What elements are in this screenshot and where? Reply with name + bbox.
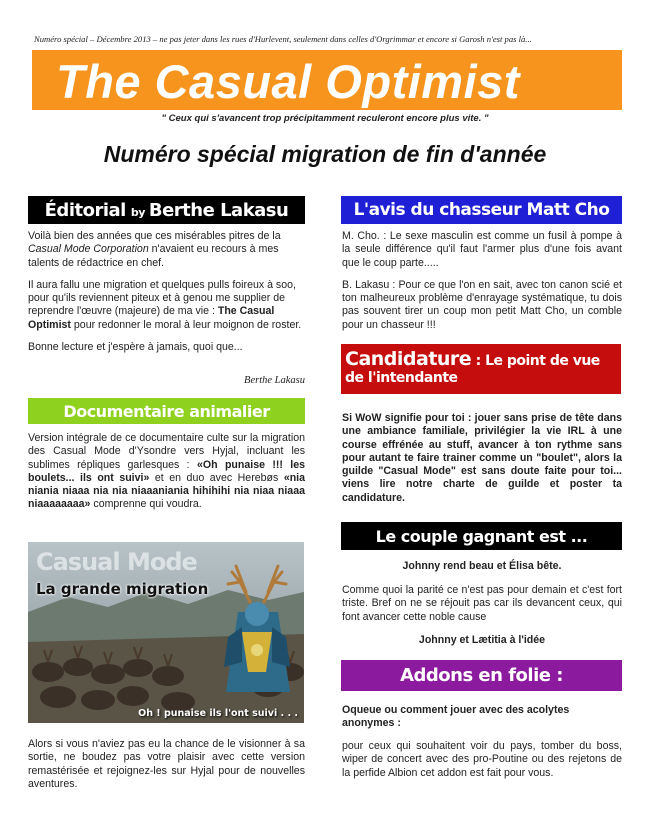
addons-body [342,740,622,789]
editorial-p1-text: Voilà bien des années que ces misérables pitres de la [28,230,281,242]
documentaire-text: Version intégrale de ce documentaire culte sur la migration des Casual Mode d'Ysondre vers Hyjal, incluant les sublimes répliques garlesques : [28,432,305,471]
documentaire-text-end: comprenne qui voudra. [90,498,202,511]
photo-subtitle: La grande migration [36,580,209,598]
documentaire-text-mid: et en duo avec Herebøs [149,471,284,484]
editorial-by: by [130,205,145,219]
candidature-header [341,344,621,394]
addons-intro-text: Oqueue ou comment jouer avec des acolytes anonymes : [342,704,570,730]
addons-title: Addons en folie : [400,665,563,686]
issue-tagline: Numéro spécial – Décembre 2013 – ne pas jeter dans les rues d'Hurlevent, seulement dans celles d'Orgrimmar et encore si Garosh n'est pas là... [34,34,532,44]
candidature-subtitle-1: Le point de vue [485,353,600,369]
addons-text: pour ceux qui souhaitent voir du pays, tomber du boss, wiper de concert avec des pro-Poutine ou des rejetons de la perfide Albion cet addon est fait pour vous. [342,740,622,779]
chasseur-p2: B. Lakasu : Pour ce que l'on en sait, avec ton canon scié et ton malheureux problème d'enrayage systématique, tu dois pas souvent tirer un coup mon petit Matt Cho, un comble pour un chasseur !!! [342,278,622,331]
addons-header [341,660,622,691]
couple-body [342,584,622,633]
editorial-header [28,196,305,224]
issue-title: Numéro spécial migration de fin d'année [103,141,547,167]
documentaire-p2: Alors si vous n'aviez pas eu la chance de le visionner à sa sortie, ne boudez pas votre plaisir avec cette version remastérisée et rejoignez-les sur Hyjal pour de nouvelles aventures. [28,738,305,790]
couple-title: Le couple gagnant est ... [375,526,588,546]
masthead-banner [32,50,622,110]
candidature-subtitle-2: de l'intendante [345,370,458,386]
photo-caption: Oh ! punaise ils l'ont suivi . . . [138,708,298,719]
editorial-p2-text: Il aura fallu une migration et quelques pulls foireux à soo, pour qu'ils reviennent piteux et à genou me supplier de reprendre l'œuvre (majeure) de ma vie : [28,278,296,318]
newspaper-motto: " Ceux qui s'avancent trop précipitamment reculeront encore plus vite. " [161,113,489,124]
chasseur-p1: M. Cho. : Le sexe masculin est comme un fusil à pompe à la seule différence qu'il faut l'armer plus d'une fois avant que le coup parte..... [342,230,622,269]
documentaire-quote-2: «nia niania niaaa nia nia niaaaniania hihihihi nia niaa niaaa niaaaaaaaa» [28,471,306,511]
newspaper-title: The Casual Optimist [56,55,520,108]
chasseur-body [342,230,622,341]
editorial-p2-text-end: pour redonner le moral à leur moignon de roster. [70,318,302,331]
documentaire-title: Documentaire animalier [63,401,270,421]
chasseur-header [341,196,622,224]
couple-winner-line: Johnny rend beau et Élisa bête. [402,560,562,572]
couple-header [341,522,622,550]
editorial-author: Berthe Lakasu [148,199,289,221]
photo-title: Casual Mode [36,548,197,576]
couple-text: Comme quoi la parité ce n'est pas pour demain et c'est fort triste. Bref on ne se réjouit pas car ils devancent ceux, qui font avancer cette noble cause [342,584,622,623]
chasseur-title: L'avis du chasseur Matt Cho [353,200,610,220]
candidature-colon: : [471,353,486,369]
editorial-p1-text-end: n'avaient eu recours à mes talents de rédactrice en chef. [28,243,279,269]
candidature-text: Si WoW signifie pour toi : jouer sans prise de tête dans une ambiance familiale, privilégier la vie IRL à une course effrénée au stuff, avancer à ton rythme sans pour autant te faire trainer comme un "boulet", alors la guilde "Casual Mode" est sans doute faite pour toi... viens lire notre charte de guilde et poster ta candidature. [342,412,622,504]
candidature-body [342,412,622,514]
documentaire-header [28,398,305,424]
editorial-title: Éditorial [44,199,126,221]
candidature-title: Candidature [345,348,472,370]
editorial-p1-company: Casual Mode Corporation [28,243,149,256]
documentaire-body [28,432,305,512]
editorial-signature: Berthe Lakasu [244,375,305,386]
documentaire-quote-1: «Oh punaise !!! les boulets... ils ont suivi» [28,458,305,484]
documentaire-outro [28,738,305,800]
addons-intro [342,704,622,740]
couple-runnerup-line: Johnny et Lætitia à l'idée [418,634,546,646]
editorial-p3: Bonne lecture et j'espère à jamais, quoi que... [28,341,243,354]
migration-photo [28,542,304,723]
editorial-p2-strong: The Casual Optimist [28,305,275,331]
editorial-body [28,230,306,363]
